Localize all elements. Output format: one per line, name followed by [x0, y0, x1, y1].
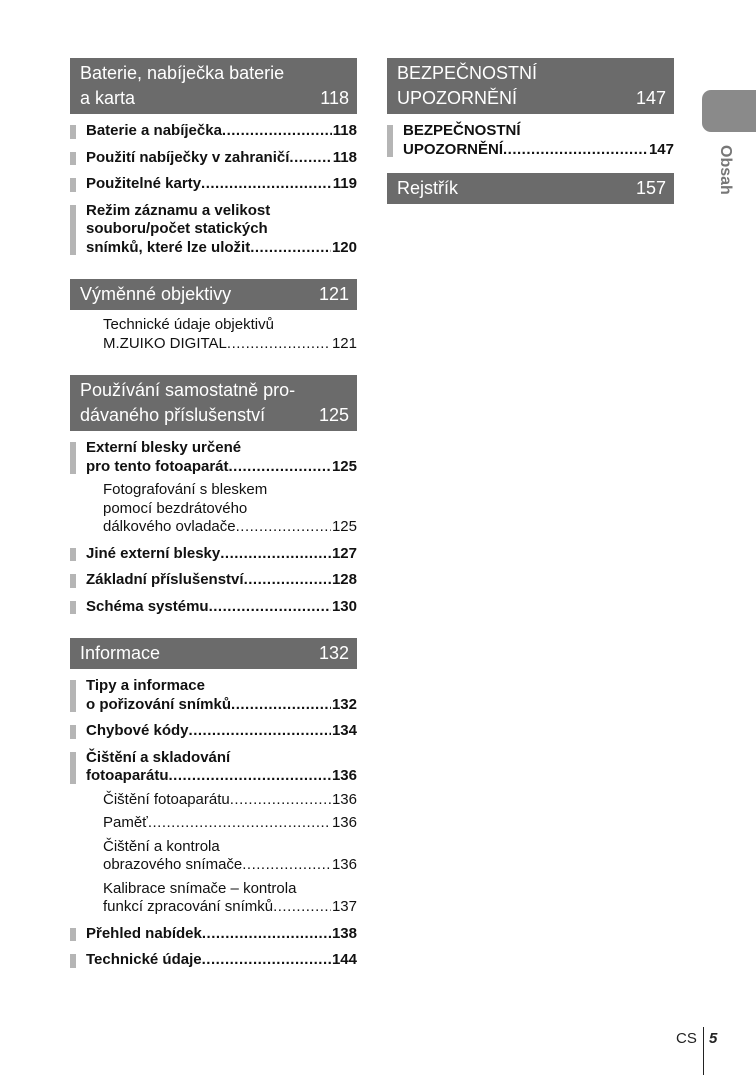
toc-entry[interactable]: [70, 149, 357, 168]
toc-entry[interactable]: [70, 749, 357, 786]
entry-page-number: 144: [331, 951, 357, 968]
entry-last-line: [86, 767, 357, 786]
toc-entry[interactable]: [70, 677, 357, 714]
entry-page-number: 130: [331, 597, 357, 615]
entry-last-line: [86, 598, 357, 617]
dot-leader: [148, 814, 331, 833]
section-gap: [70, 353, 357, 375]
toc-entry-list: [70, 439, 357, 616]
section-title-line: BEZPEČNOSTNÍ: [397, 63, 538, 83]
entry-last-line: [86, 175, 357, 194]
dot-leader: [289, 149, 331, 168]
entry-title: obrazového snímače: [103, 856, 243, 873]
entry-page-number: 147: [648, 140, 674, 158]
section-page-number: 121: [318, 284, 349, 304]
toc-entry[interactable]: [70, 571, 357, 590]
entry-last-line: [86, 545, 357, 564]
entry-page-number: 132: [331, 695, 357, 713]
section-page-number: 125: [318, 405, 349, 425]
entry-page-number: 136: [331, 814, 357, 831]
entry-title: Baterie a nabíječka: [86, 122, 222, 139]
toc-entry-list: [70, 122, 357, 257]
toc-subentry[interactable]: [70, 481, 357, 537]
entry-last-line: [103, 856, 357, 875]
toc-entry[interactable]: [70, 175, 357, 194]
entry-text-line: Čištění a skladování: [86, 748, 231, 766]
entry-text-line: Technické údaje objektivů: [103, 316, 274, 333]
dot-leader: [230, 791, 331, 810]
section-gap: [70, 616, 357, 638]
entry-last-line: [86, 696, 357, 715]
entry-title: snímků, které lze uložit: [86, 238, 251, 256]
footer-page-number: 5: [709, 1030, 718, 1047]
entry-page-number: 136: [331, 790, 357, 808]
toc-subentry[interactable]: [70, 316, 357, 353]
toc-entry[interactable]: [70, 722, 357, 741]
section-gap: [70, 257, 357, 279]
dot-leader: [231, 696, 331, 715]
entry-title: Chybové kódy: [86, 722, 189, 739]
section-title-line: a karta: [80, 88, 136, 108]
entry-page-number: 120: [331, 238, 357, 256]
toc-entry[interactable]: [70, 122, 357, 141]
toc-subentry[interactable]: [70, 791, 357, 810]
entry-title: Přehled nabídek: [86, 924, 202, 942]
dot-leader: [169, 767, 331, 786]
entry-last-line: [86, 925, 357, 944]
section-page-number: 157: [635, 178, 666, 198]
dot-leader: [189, 722, 331, 741]
entry-title: Základní příslušenství: [86, 571, 244, 588]
entry-page-number: 128: [331, 571, 357, 588]
dot-leader: [244, 571, 331, 590]
footer-language: CS: [676, 1030, 697, 1047]
entry-last-line: [103, 335, 357, 354]
section-header[interactable]: [70, 375, 357, 431]
toc-subentry[interactable]: [70, 838, 357, 875]
entry-last-line: [103, 898, 357, 917]
toc-subentry[interactable]: [70, 814, 357, 833]
entry-page-number: 127: [331, 544, 357, 562]
dot-leader: [202, 925, 331, 944]
dot-leader: [222, 122, 332, 141]
section-title-line: Výměnné objektivy: [80, 284, 232, 304]
entry-page-number: 137: [331, 898, 357, 915]
entry-last-line: [86, 571, 357, 590]
section-header[interactable]: [70, 58, 357, 114]
entry-title: pro tento fotoaparát: [86, 457, 229, 475]
entry-title: Použitelné karty: [86, 175, 202, 192]
section-title-line: dávaného příslušenství: [80, 405, 266, 425]
toc-entry[interactable]: [70, 202, 357, 258]
entry-text-line: Fotografování s bleskem: [103, 481, 268, 498]
toc-entry[interactable]: [70, 439, 357, 476]
entry-page-number: 125: [331, 457, 357, 475]
dot-leader: [242, 856, 331, 875]
entry-page-number: 136: [331, 856, 357, 873]
footer-divider: [703, 1027, 704, 1075]
entry-title: Paměť: [103, 814, 148, 831]
toc-entry[interactable]: [70, 925, 357, 944]
toc-entry[interactable]: [70, 545, 357, 564]
entry-title: Schéma systému: [86, 597, 209, 615]
entry-text-line: BEZPEČNOSTNÍ: [403, 122, 521, 139]
section-page-number: 147: [635, 88, 666, 108]
entry-page-number: 118: [332, 122, 357, 139]
section-title-line: Informace: [80, 643, 161, 663]
section-header[interactable]: [70, 279, 357, 310]
dot-leader: [220, 545, 331, 564]
section-title-line: Rejstřík: [397, 178, 459, 198]
entry-title: Použití nabíječky v zahraničí: [86, 148, 290, 166]
dot-leader: [201, 175, 332, 194]
entry-text-line: pomocí bezdrátového: [103, 499, 248, 517]
entry-text-line: Režim záznamu a velikost: [86, 201, 271, 219]
entry-last-line: [86, 149, 357, 168]
entry-title: dálkového ovladače: [103, 518, 236, 535]
section-header[interactable]: [387, 58, 674, 114]
entry-last-line: [403, 141, 674, 160]
entry-title: fotoaparátu: [86, 767, 169, 784]
section-gap: [387, 159, 674, 173]
entry-title: M.ZUIKO DIGITAL: [103, 334, 227, 352]
entry-last-line: [86, 458, 357, 477]
dot-leader: [250, 239, 331, 258]
entry-page-number: 125: [331, 518, 357, 535]
section-title-line: Používání samostatně pro-: [80, 380, 296, 400]
entry-last-line: [86, 239, 357, 258]
section-header[interactable]: [70, 638, 357, 669]
entry-text-line: Kalibrace snímače – kontrola: [103, 879, 297, 897]
section-header[interactable]: [387, 173, 674, 204]
toc-subentry[interactable]: [70, 880, 357, 917]
dot-leader: [273, 898, 331, 917]
toc-entry[interactable]: [387, 122, 674, 159]
section-tab-label: Obsah: [717, 145, 734, 195]
entry-page-number: 119: [332, 175, 357, 192]
entry-last-line: [86, 122, 357, 141]
entry-text-line: souboru/počet statických: [86, 220, 268, 237]
section-page-number: 118: [320, 88, 349, 108]
entry-last-line: [103, 791, 357, 810]
entry-title: o pořizování snímků: [86, 695, 232, 713]
entry-last-line: [86, 722, 357, 741]
entry-text-line: Tipy a informace: [86, 677, 205, 694]
entry-text-line: Čištění a kontrola: [103, 837, 220, 855]
dot-leader: [202, 951, 331, 970]
toc-entry-list: [70, 677, 357, 970]
entry-last-line: [103, 814, 357, 833]
dot-leader: [229, 458, 331, 477]
entry-title: UPOZORNĚNÍ: [403, 140, 504, 158]
entry-title: Technické údaje: [86, 951, 202, 968]
dot-leader: [503, 141, 648, 160]
toc-entry[interactable]: [70, 598, 357, 617]
entry-title: Čištění fotoaparátu: [103, 790, 230, 808]
section-tab[interactable]: [702, 90, 756, 132]
entry-title: funkcí zpracování snímků: [103, 898, 274, 915]
entry-text-line: Externí blesky určené: [86, 439, 242, 456]
dot-leader: [227, 335, 331, 354]
dot-leader: [209, 598, 331, 617]
toc-entry[interactable]: [70, 951, 357, 970]
entry-page-number: 134: [331, 722, 357, 739]
entry-page-number: 121: [331, 334, 357, 352]
entry-page-number: 136: [331, 767, 357, 784]
entry-last-line: [86, 951, 357, 970]
section-page-number: 132: [318, 643, 349, 663]
toc-entry-list: [387, 122, 674, 159]
entry-last-line: [103, 518, 357, 537]
toc-entry-list: [70, 316, 357, 353]
entry-page-number: 138: [331, 924, 357, 942]
section-title-line: Baterie, nabíječka baterie: [80, 63, 285, 83]
toc-column-right: [387, 58, 674, 204]
entry-page-number: 118: [332, 148, 357, 166]
dot-leader: [236, 518, 331, 537]
section-title-line: UPOZORNĚNÍ: [397, 88, 518, 108]
toc-column-left: [70, 58, 357, 970]
entry-title: Jiné externí blesky: [86, 544, 221, 562]
